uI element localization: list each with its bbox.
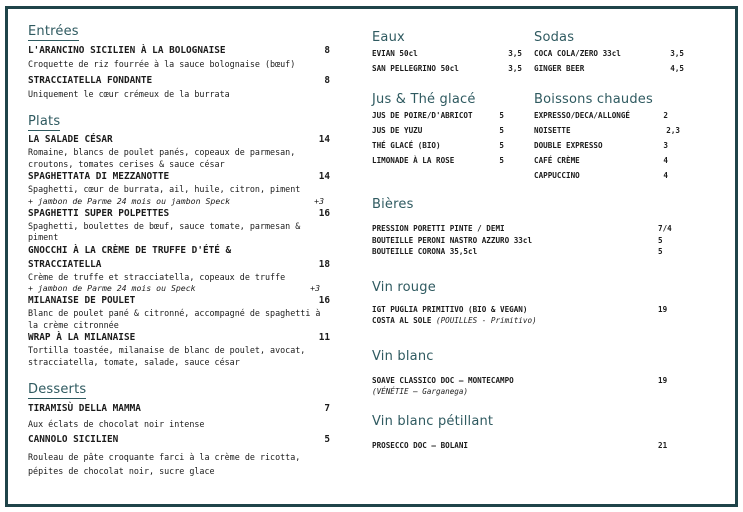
section-title-vin-rouge: Vin rouge: [372, 279, 436, 295]
item-description: Aux éclats de chocolat noir intense: [28, 419, 205, 429]
item-subline: [372, 315, 682, 327]
item-price: 3,5: [670, 49, 684, 58]
item-price: 19: [658, 304, 668, 314]
drinks-column-wide: [372, 193, 682, 451]
item-name: SAN PELLEGRINO 50cl: [372, 64, 459, 73]
item-price: 21: [658, 440, 668, 450]
menu-item: [28, 44, 330, 57]
item-description: Spaghetti, cœur de burrata, ail, huile, citron, piment: [28, 184, 301, 194]
food-column: [28, 20, 330, 478]
item-price: 4: [663, 171, 668, 180]
item-description: Blanc de poulet pané & citronné, accompagné de spaghetti à la crème citronnée: [28, 308, 321, 330]
wine-region: (POUILLES - Primitivo): [436, 316, 537, 325]
menu-item: [28, 133, 330, 146]
menu-item: [534, 46, 684, 61]
wine-region: (VÉNÉTIE — Garganega): [372, 387, 469, 396]
menu-item: [534, 153, 684, 168]
menu-item: [28, 207, 330, 220]
menu-item: [28, 170, 330, 183]
item-price: 14: [318, 134, 330, 145]
item-price: 2,3: [666, 126, 680, 135]
item-description: Croquette de riz fourrée à la sauce bolognaise (bœuf): [28, 59, 296, 69]
item-price: 5: [499, 156, 504, 165]
wine-producer: COSTA AL SOLE: [372, 316, 432, 325]
section-boissons-chaudes: [534, 88, 684, 183]
item-name: L'ARANCINO SICILIEN À LA BOLOGNAISE: [28, 45, 226, 56]
item-subline: [372, 386, 682, 398]
item-description: Romaine, blancs de poulet panés, copeaux de parmesan, croutons, tomates cerises & sauce césar: [28, 147, 296, 169]
item-name: EXPRESSO/DECA/ALLONGÉ: [534, 111, 631, 120]
drinks-column-a: [372, 26, 522, 168]
section-plats: [28, 110, 330, 368]
menu-item: [372, 61, 522, 76]
section-title-jus: Jus & Thé glacé: [372, 92, 476, 107]
menu-item: [372, 304, 682, 316]
section-vin-blanc: [372, 345, 682, 398]
item-price: 4: [663, 156, 668, 165]
menu-item: [534, 168, 684, 183]
menu-item: [372, 235, 682, 247]
menu-item: [372, 440, 682, 452]
item-price: 2: [663, 111, 668, 120]
item-description: Tortilla toastée, milanaise de blanc de poulet, avocat, stracciatella, tomate, salade, sauce césar: [28, 345, 306, 367]
section-title-vin-petillant: Vin blanc pétillant: [372, 413, 494, 429]
menu-item: [372, 46, 522, 61]
item-price: 5: [499, 111, 504, 120]
item-name: LA SALADE CÉSAR: [28, 134, 113, 145]
item-name: PRESSION PORETTI PINTE / DEMI: [372, 224, 505, 233]
menu-item: [372, 246, 682, 258]
menu-item: [28, 258, 330, 271]
item-name: DOUBLE EXPRESSO: [534, 141, 603, 150]
item-name: SPAGHETTI SUPER POLPETTES: [28, 207, 170, 219]
item-name: SPAGHETTATA DI MEZZANOTTE: [28, 171, 170, 182]
supplement-price: +3: [314, 195, 324, 206]
item-name: THÉ GLACÉ (BIO): [372, 141, 441, 150]
supplement-text: + jambon de Parme 24 mois ou Speck: [28, 283, 196, 293]
item-name: IGT PUGLIA PRIMITIVO (BIO & VEGAN): [372, 304, 528, 314]
menu-item: [372, 375, 682, 387]
item-price: 16: [318, 295, 330, 306]
item-description: Uniquement le cœur crémeux de la burrata: [28, 88, 230, 99]
item-description: Crème de truffe et stracciatella, copeaux de truffe: [28, 271, 286, 282]
menu-item: [28, 331, 330, 344]
menu-item: [372, 223, 682, 235]
item-price: 14: [318, 171, 330, 182]
item-name: STRACCIATELLA FONDANTE: [28, 74, 153, 86]
item-price: 5: [658, 247, 663, 256]
section-title-vin-blanc: Vin blanc: [372, 348, 434, 364]
menu-item: [534, 61, 684, 76]
supplement-price: +3: [310, 283, 320, 293]
item-price: 5: [499, 141, 504, 150]
section-vin-petillant: [372, 410, 682, 452]
item-price: 19: [658, 375, 668, 385]
item-name: JUS DE POIRE/D'ABRICOT: [372, 111, 473, 120]
item-name: BOUTEILLE CORONA 35,5cl: [372, 247, 478, 256]
section-bieres: [372, 193, 682, 258]
section-entrees: [28, 20, 330, 100]
item-supplement: [28, 283, 330, 294]
item-description: Rouleau de pâte croquante farci à la crème de ricotta, pépites de chocolat noir, sucre glace: [28, 451, 301, 476]
section-title-chaudes: Boissons chaudes: [534, 92, 653, 107]
item-name: PROSECCO DOC — BOLANI: [372, 440, 469, 450]
item-name: BOUTEILLE PERONI NASTRO AZZURO 33cl: [372, 235, 533, 245]
menu-item: [28, 402, 330, 415]
menu-item: [534, 138, 684, 153]
item-name: LIMONADE À LA ROSE: [372, 156, 455, 165]
menu-item: [534, 108, 684, 123]
section-eaux: [372, 26, 522, 76]
menu-item: [28, 74, 330, 87]
item-price: 5: [499, 126, 504, 135]
item-name: STRACCIATELLA: [28, 258, 102, 270]
item-name: TIRAMISÙ DELLA MAMMA: [28, 403, 141, 414]
item-name-line1: GNOCCHI À LA CRÈME DE TRUFFE D'ÉTÉ &: [28, 244, 232, 256]
item-price: 8: [324, 74, 330, 86]
item-price: 7/4: [658, 224, 672, 233]
item-price: 3: [663, 141, 668, 150]
item-name: CAFÉ CRÈME: [534, 156, 580, 165]
item-price: 16: [318, 207, 330, 219]
section-jus: [372, 88, 522, 168]
item-price: 11: [318, 332, 330, 343]
item-supplement: [28, 196, 330, 207]
item-name: MILANAISE DE POULET: [28, 295, 136, 306]
section-sodas: [534, 26, 684, 76]
item-name: SOAVE CLASSICO DOC — MONTECAMPO: [372, 375, 514, 385]
item-price: 3,5: [508, 64, 522, 73]
item-name: CANNOLO SICILIEN: [28, 433, 119, 445]
item-name: WRAP À LA MILANAISE: [28, 332, 136, 343]
item-price: 4,5: [670, 64, 684, 73]
item-name: NOISETTE: [534, 126, 571, 135]
item-description: Spaghetti, boulettes de bœuf, sauce tomate, parmesan & piment: [28, 220, 301, 242]
section-title-bieres: Bières: [372, 197, 414, 212]
menu-item: [372, 108, 522, 123]
item-price: 8: [324, 45, 330, 56]
item-name: EVIAN 50cl: [372, 49, 418, 58]
item-name: JUS DE YUZU: [372, 126, 423, 135]
menu-item: [372, 138, 522, 153]
menu-item: [28, 433, 330, 446]
section-title-desserts: Desserts: [28, 382, 87, 397]
menu-item: [534, 123, 684, 138]
section-vin-rouge: [372, 276, 682, 327]
supplement-text: + jambon de Parme 24 mois ou jambon Speck: [28, 195, 231, 206]
section-title-eaux: Eaux: [372, 30, 405, 45]
item-price: 5: [658, 235, 663, 245]
section-title-plats: Plats: [28, 114, 61, 129]
item-price: 7: [324, 403, 330, 414]
item-price: 5: [324, 433, 330, 445]
item-name: COCA COLA/ZERO 33cl: [534, 49, 621, 58]
section-title-entrees: Entrées: [28, 24, 79, 39]
drinks-column-b: [534, 26, 684, 183]
menu-item: [28, 294, 330, 307]
item-price: 18: [318, 258, 330, 270]
menu-item: [372, 123, 522, 138]
item-name: GINGER BEER: [534, 64, 585, 73]
item-name: CAPPUCCINO: [534, 171, 580, 180]
section-title-sodas: Sodas: [534, 30, 575, 45]
item-price: 3,5: [508, 49, 522, 58]
section-desserts: [28, 378, 330, 478]
menu-item: [372, 153, 522, 168]
